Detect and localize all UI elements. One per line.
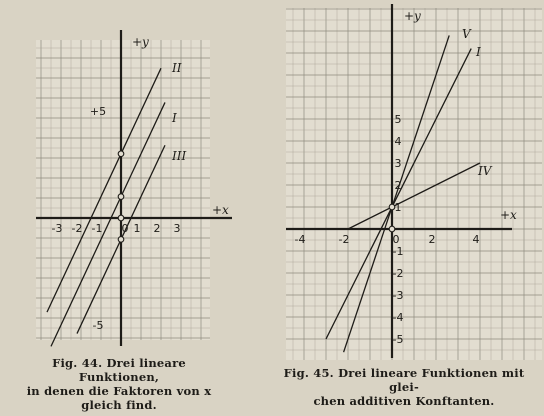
caption-line: chen additiven Konftanten. — [313, 394, 495, 408]
caption-line: Fig. 44. Drei lineare Funktionen, — [52, 356, 186, 384]
x-tick-label: 0 — [121, 222, 129, 235]
caption-line: in denen die Faktoren von x — [26, 384, 212, 398]
y-tick-label: -4 — [392, 311, 404, 324]
x-tick-label: 0 — [392, 233, 400, 246]
series-label: IV — [478, 164, 492, 178]
x-axis-label: +x — [500, 208, 517, 222]
figure-45-caption — [268, 366, 540, 408]
y-tick-label: 4 — [394, 135, 402, 148]
x-tick-label: 2 — [153, 222, 161, 235]
x-tick-label: -4 — [294, 233, 306, 246]
x-tick-label: -2 — [71, 222, 83, 235]
x-tick-label: 2 — [428, 233, 436, 246]
caption-line: gleich find. — [81, 398, 157, 412]
y-tick-label: -2 — [392, 267, 404, 280]
x-tick-label: -3 — [51, 222, 63, 235]
series-label: III — [172, 149, 187, 163]
series-label: I — [476, 45, 481, 59]
y-tick-label: 5 — [394, 113, 402, 126]
x-tick-label: -2 — [338, 233, 350, 246]
y-tick-label: -3 — [392, 289, 404, 302]
x-axis-label: +x — [212, 203, 229, 217]
y-tick-label: 3 — [394, 157, 402, 170]
series-label: V — [462, 27, 471, 41]
series-label: I — [172, 111, 177, 125]
x-tick-label: 1 — [133, 222, 141, 235]
y-tick-label: -5 — [392, 333, 404, 346]
series-label: II — [172, 61, 182, 75]
figure-44-caption — [14, 356, 224, 412]
x-tick-label: -1 — [91, 222, 103, 235]
y-tick-label: 2 — [394, 179, 402, 192]
y-axis-label: +y — [404, 9, 421, 23]
y-axis-label: +y — [132, 35, 149, 49]
y-tick-label: -5 — [92, 319, 104, 332]
caption-line: Fig. 45. Drei lineare Funktionen mit glei- — [283, 366, 525, 394]
data-point — [389, 226, 395, 232]
y-tick-label: 1 — [394, 201, 402, 214]
y-tick-label: -1 — [392, 245, 404, 258]
x-tick-label: 3 — [173, 222, 181, 235]
y-tick-label: +5 — [89, 105, 107, 118]
x-tick-label: 4 — [472, 233, 480, 246]
data-point — [389, 204, 395, 210]
